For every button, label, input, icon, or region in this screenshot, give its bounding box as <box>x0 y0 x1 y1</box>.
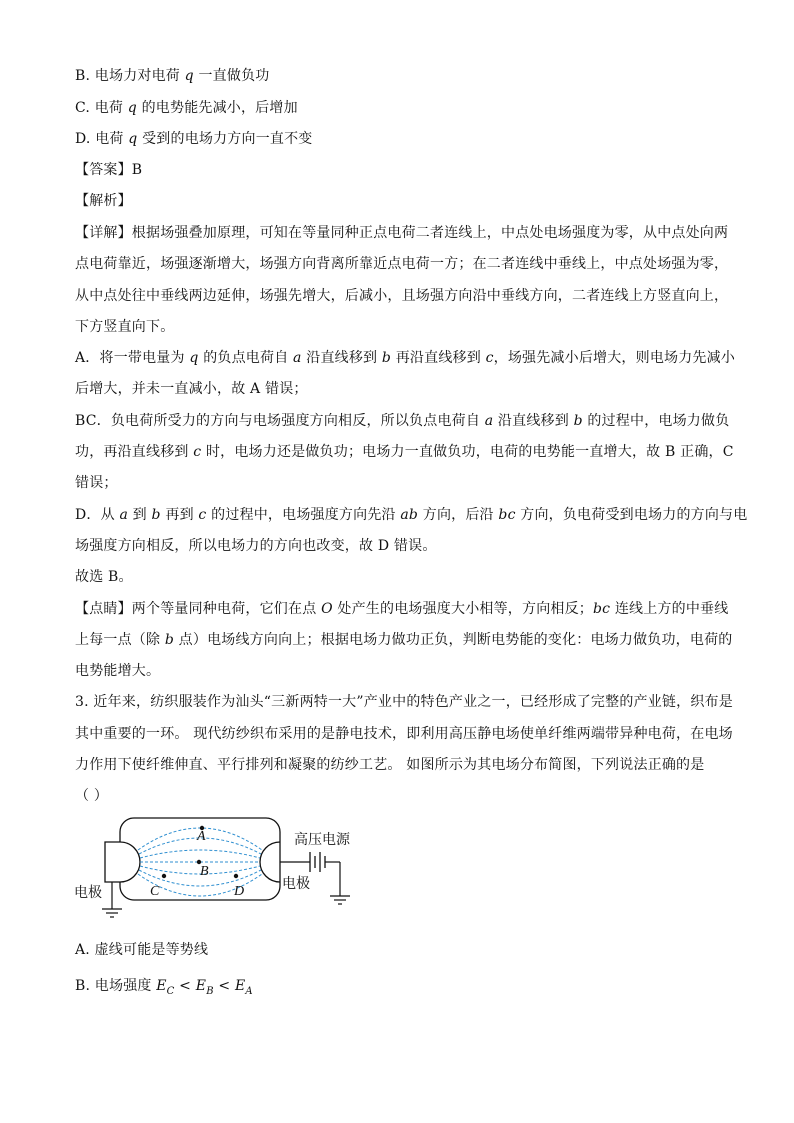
q3-option-b: B. 电场强度 $E_C < E_B < E_A$ <box>75 978 253 997</box>
text-segment: 沿直线移到 <box>301 350 382 366</box>
text-segment: ，场强先减小后增大，则电场力先减小 <box>493 350 736 366</box>
text-line-choose <box>75 567 725 587</box>
text-segment: 场强度方向相反，所以电场力的方向也改变，故 D 错误。 <box>75 538 437 554</box>
text-segment: 的过程中，电场力做负 <box>582 413 730 429</box>
text-line-tip-1 <box>75 599 729 619</box>
text-line-tip-2 <box>75 630 733 650</box>
text-segment: 再到 <box>160 507 199 523</box>
math-variable: q <box>127 100 137 116</box>
math-variable: bc <box>593 601 611 617</box>
text-segment: 沿直线移到 <box>493 413 574 429</box>
text-line-analysis-head <box>75 191 725 211</box>
math-variable: b <box>573 413 583 429</box>
text-segment: 方向，负电荷受到电场力的方向与电 <box>515 507 748 523</box>
text-segment: 连线上方的中垂线 <box>610 601 729 617</box>
text-line-bc-3 <box>75 473 725 493</box>
text-segment: 的电势能先减小，后增加 <box>136 100 298 116</box>
text-line-detail-2 <box>75 254 729 274</box>
text-segment: 【解析】 <box>75 193 132 209</box>
text-segment: BC．负电荷所受力的方向与电场强度方向相反，所以负点电荷自 <box>75 413 485 429</box>
math-variable: q <box>189 350 199 366</box>
text-line-opt-d <box>75 129 725 149</box>
label-c: C <box>150 884 160 899</box>
text-segment: D．从 <box>75 507 120 523</box>
text-segment: 【答案】B <box>75 162 143 178</box>
text-line-a-1 <box>75 348 736 368</box>
text-segment: 故选 B。 <box>75 569 133 585</box>
label-a: A <box>197 829 206 844</box>
point-d <box>234 874 238 878</box>
math-variable: b <box>381 350 392 366</box>
text-segment: 处产生的电场强度大小相等，方向相反； <box>332 601 593 617</box>
text-segment: 电势能增大。 <box>75 663 161 679</box>
math-variable: a <box>119 507 129 523</box>
right-electrode-label: 电极 <box>282 876 310 892</box>
text-segment: 一直做负功 <box>193 68 270 84</box>
text-segment: 点电荷靠近，场强逐渐增大，场强方向背离所靠近点电荷一方；在二者连线中垂线上，中点处场强为零， <box>75 256 729 272</box>
text-segment: 后增大，并未一直减小，故 A 错误； <box>75 381 308 397</box>
text-line-q3-3 <box>75 755 725 775</box>
left-electrode <box>105 842 140 882</box>
math-variable: q <box>184 68 194 84</box>
text-line-detail-1 <box>75 223 729 243</box>
power-source-label: 高压电源 <box>294 832 350 848</box>
electric-field-diagram <box>72 812 372 922</box>
label-b: B <box>200 864 209 879</box>
text-segment: 时，电场力还是做负功；电场力一直做负功，电荷的电势能一直增大，故 B 正确，C <box>201 444 734 460</box>
math-variable: c <box>198 507 207 523</box>
text-segment: 点）电场线方向向上；根据电场力做功正负，判断电势能的变化：电场力做负功，电荷的 <box>174 632 733 648</box>
math-variable: q <box>128 131 138 147</box>
text-segment: 【详解】根据场强叠加原理，可知在等量同种正点电荷二者连线上，中点处电场强度为零，从中点处向两 <box>75 225 729 241</box>
field-line <box>140 850 260 858</box>
text-line-a-2 <box>75 379 725 399</box>
math-variable: bc <box>498 507 516 523</box>
point-c <box>162 874 166 878</box>
text-line-bc-2 <box>75 442 734 462</box>
text-line-opt-b <box>75 66 725 86</box>
math-variable: c <box>193 444 202 460</box>
math-variable: a <box>484 413 494 429</box>
text-line-q3-opt-a <box>75 940 725 960</box>
text-segment: 到 <box>128 507 152 523</box>
text-segment: 力作用下使纤维伸直、平行排列和凝聚的纺纱工艺。 如图所示为其电场分布简图，下列说法正确的是 <box>75 757 705 773</box>
math-variable: c <box>485 350 494 366</box>
math-variable: b <box>151 507 161 523</box>
text-line-q3-4 <box>75 786 725 806</box>
text-line-d-1 <box>75 505 748 525</box>
text-segment: A. 虚线可能是等势线 <box>75 942 209 958</box>
text-segment: 其中重要的一环。 现代纺纱织布采用的是静电技术，即利用高压静电场使单纤维两端带异种电荷，在电场 <box>75 726 733 742</box>
right-electrode <box>260 842 280 882</box>
text-segment: 再沿直线移到 <box>391 350 486 366</box>
text-line-tip-3 <box>75 661 725 681</box>
text-segment: B. 电场力对电荷 <box>75 68 185 84</box>
text-line-d-2 <box>75 536 725 556</box>
text-segment: 受到的电场力方向一直不变 <box>137 131 313 147</box>
text-line-answer <box>75 160 725 180</box>
text-line-detail-4 <box>75 317 725 337</box>
math-variable: a <box>293 350 302 366</box>
text-segment: 错误； <box>75 475 118 491</box>
math-variable: ab <box>400 507 419 523</box>
text-segment: 上每一点（除 <box>75 632 165 648</box>
text-segment: D. 电荷 <box>75 131 129 147</box>
text-segment: A．将一带电量为 <box>75 350 190 366</box>
text-segment: 从中点处往中垂线两边延伸，场强先增大，后减小，且场强方向沿中垂线方向，二者连线上方竖直向上， <box>75 288 729 304</box>
text-line-opt-c <box>75 98 725 118</box>
label-d: D <box>234 884 245 899</box>
text-segment: 的负点电荷自 <box>198 350 294 366</box>
text-line-q3-2 <box>75 724 733 744</box>
text-segment: 3. 近年来，纺织服装作为汕头“三新两特一大”产业中的特色产业之一，已经形成了完整的产业链，织布是 <box>75 694 733 710</box>
text-segment: 方向，后沿 <box>418 507 499 523</box>
text-segment: 功，再沿直线移到 <box>75 444 194 460</box>
text-segment: C. 电荷 <box>75 100 128 116</box>
text-segment: 的过程中，电场强度方向先沿 <box>206 507 401 523</box>
text-segment: （ ） <box>75 788 109 804</box>
math-variable: b <box>164 632 175 648</box>
text-segment: 【点睛】两个等量同种电荷，它们在点 <box>75 601 322 617</box>
left-electrode-label: 电极 <box>74 885 102 901</box>
text-segment: 下方竖直向下。 <box>75 319 175 335</box>
text-line-q3-1 <box>75 692 733 712</box>
math-variable: O <box>321 601 333 617</box>
text-line-bc-1 <box>75 411 730 431</box>
text-line-detail-3 <box>75 286 729 306</box>
